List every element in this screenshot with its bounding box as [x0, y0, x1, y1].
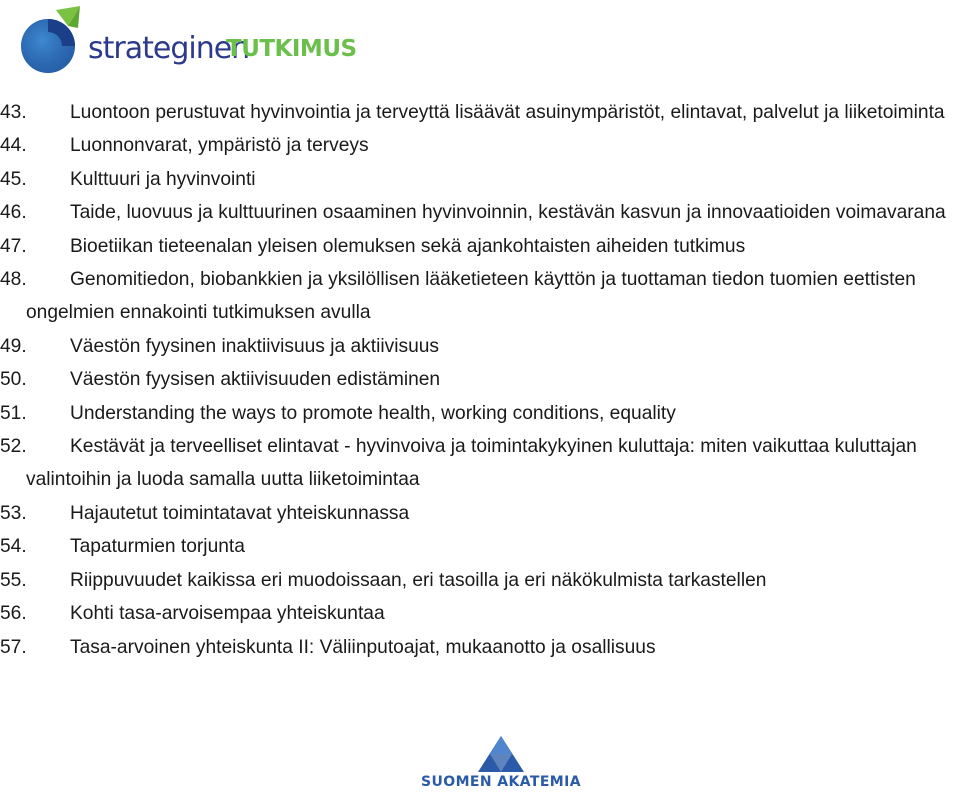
- list-item: [0, 530, 960, 563]
- list-item: [0, 597, 960, 630]
- list-item: [0, 230, 960, 263]
- item-text: Luontoon perustuvat hyvinvointia ja terveyttä lisäävät asuinympäristöt, elintavat, palvelut ja liiketoiminta: [70, 102, 945, 123]
- list-item: [0, 129, 960, 162]
- list-item: [0, 363, 960, 396]
- item-number: 44.: [0, 135, 27, 157]
- item-text: Hajautetut toimintatavat yhteiskunnassa: [70, 502, 410, 524]
- strateginen-tutkimus-logo-icon: [18, 4, 98, 80]
- item-number: 49.: [0, 335, 27, 357]
- item-number: 46.: [0, 202, 27, 224]
- item-number: 54.: [0, 536, 27, 558]
- list-item: [0, 330, 960, 363]
- list-item: [0, 430, 960, 497]
- suomen-akatemia-logo: [420, 734, 590, 792]
- logo-word-tutkimus: TUTKIMUS: [226, 36, 357, 62]
- list-item: [0, 163, 960, 196]
- list-item: [0, 397, 960, 430]
- item-text: Väestön fyysisen aktiivisuuden edistäminen: [70, 369, 441, 391]
- item-text: Kulttuuri ja hyvinvointi: [70, 168, 256, 190]
- list-item: [0, 196, 960, 229]
- topic-list: [0, 96, 960, 664]
- item-number: 48.: [0, 269, 27, 291]
- item-text: Tapaturmien torjunta: [70, 536, 245, 558]
- item-text: Kestävät ja terveelliset elintavat - hyvinvoiva ja toimintakykyinen kuluttaja: miten vaikuttaa kuluttajan valintoihin ja luoda samalla uutta liiketoimintaa: [26, 436, 917, 491]
- item-number: 53.: [0, 502, 27, 524]
- list-item: [0, 96, 960, 129]
- list-item: [0, 631, 960, 664]
- list-item: [0, 263, 960, 330]
- item-text: Väestön fyysinen inaktiivisuus ja aktiivisuus: [70, 335, 440, 357]
- strateginen-tutkimus-logo: [18, 4, 357, 80]
- item-number: 51.: [0, 402, 27, 424]
- list-item: [0, 497, 960, 530]
- item-number: 45.: [0, 168, 27, 190]
- item-number: 57.: [0, 636, 27, 658]
- item-number: 50.: [0, 369, 27, 391]
- item-text: Luonnonvarat, ympäristö ja terveys: [70, 135, 369, 157]
- item-text: Riippuvuudet kaikissa eri muodoissaan, eri tasoilla ja eri näkökulmista tarkastellen: [70, 569, 767, 591]
- item-text: Genomitiedon, biobankkien ja yksilöllisen lääketieteen käyttön ja tuottaman tiedon tuomien eettisten ongelmien ennakointi tutkimuksen avulla: [26, 269, 916, 324]
- suomen-akatemia-text: SUOMEN AKATEMIA: [421, 774, 581, 790]
- item-number: 56.: [0, 603, 27, 625]
- item-number: 55.: [0, 569, 27, 591]
- item-number: 43.: [0, 102, 27, 123]
- item-text: Taide, luovuus ja kulttuurinen osaaminen hyvinvoinnin, kestävän kasvun ja innovaatioiden voimavarana: [70, 202, 946, 224]
- item-number: 47.: [0, 235, 27, 257]
- item-text: Understanding the ways to promote health, working conditions, equality: [70, 402, 676, 424]
- logo-word-strateginen: strateginen: [88, 31, 250, 66]
- item-number: 52.: [0, 436, 27, 458]
- item-text: Tasa-arvoinen yhteiskunta II: Väliinputoajat, mukaanotto ja osallisuus: [70, 636, 656, 658]
- list-item: [0, 564, 960, 597]
- item-text: Kohti tasa-arvoisempaa yhteiskuntaa: [70, 603, 385, 625]
- item-text: Bioetiikan tieteenalan yleisen olemuksen sekä ajankohtaisten aiheiden tutkimus: [70, 235, 746, 257]
- suomen-akatemia-logo-icon: [420, 734, 582, 774]
